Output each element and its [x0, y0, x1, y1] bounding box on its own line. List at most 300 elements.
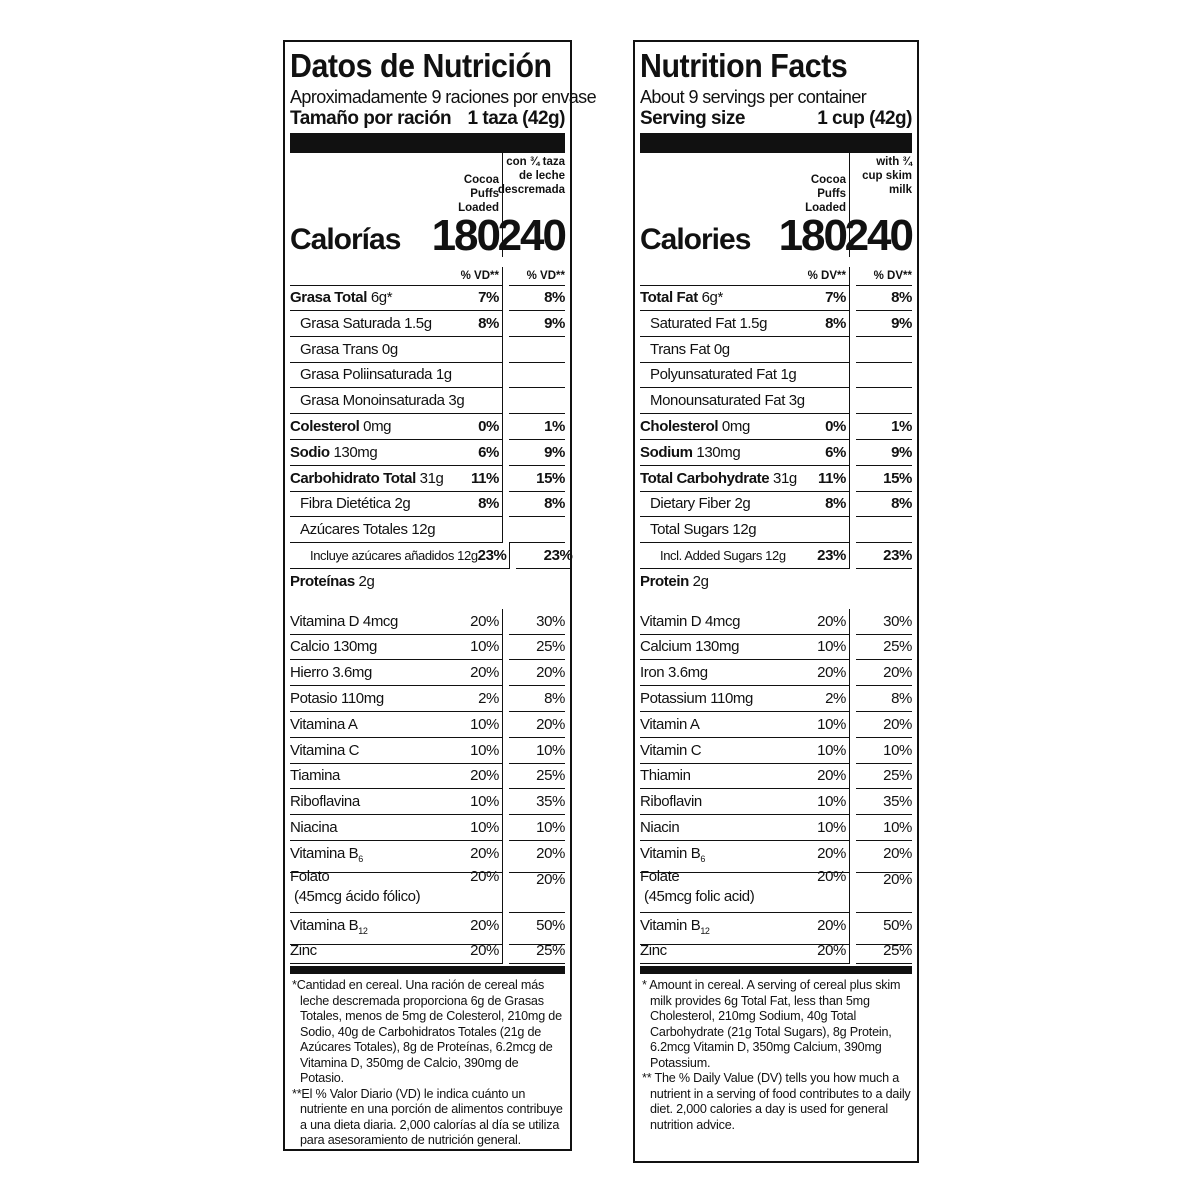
nutrient-name-text: Incluye azúcares añadidos — [310, 547, 454, 563]
vitamin-dv-with-milk: 20% — [856, 712, 912, 738]
column-header-line: Cocoa — [463, 174, 499, 186]
nutrient-row — [640, 543, 912, 569]
nutrient-name — [640, 517, 756, 542]
vitamin-dv-cereal: 10% — [817, 793, 846, 811]
nutrient-label-cell — [290, 517, 503, 543]
vitamin-name-line — [290, 819, 337, 836]
vitamin-name-text: Vitamin B — [640, 916, 701, 934]
vitamin-label-cell — [290, 867, 503, 913]
nutrient-name — [640, 466, 797, 491]
column-header-line: Cocoa — [810, 174, 846, 186]
nutrient-row — [640, 466, 912, 492]
footnote-daily-value: ** The % Daily Value (DV) tells you how much a nutrient in a serving of food contributes to a daily diet. 2,000 calories a day is used for general nutrition advice. — [642, 1071, 911, 1132]
vitamin-dv-with-milk: 30% — [856, 609, 912, 635]
calories-with-milk-value: 240 — [497, 211, 565, 260]
nutrient-row — [290, 414, 565, 440]
nutrient-name — [640, 337, 730, 362]
nutrient-name-text: Trans Fat — [650, 340, 711, 358]
vitamin-dv-cereal: 10% — [470, 793, 499, 811]
nutrient-name — [290, 311, 432, 336]
nutrient-label-cell — [640, 362, 850, 388]
vitamin-name-text: Vitamin D — [640, 612, 702, 630]
vitamin-name-text: Vitamina B — [290, 844, 359, 862]
vitamin-name-text: Vitamina D — [290, 612, 360, 630]
calories-cereal-value: 180 — [778, 211, 846, 260]
serving-size-value: 1 cup (42g) — [817, 108, 912, 129]
vitamin-name-text: Calcio — [290, 638, 330, 656]
nutrient-dv-with-milk — [509, 337, 565, 363]
nutrient-row — [290, 466, 565, 492]
nutrient-row — [640, 569, 912, 595]
nutrient-row — [290, 440, 565, 466]
nutrient-name-text: Azúcares Totales — [300, 521, 408, 539]
vitamin-dv-with-milk: 20% — [856, 660, 912, 686]
vitamin-label-cell — [290, 609, 503, 635]
vitamin-dv-cereal: 20% — [470, 612, 499, 630]
medium-divider — [290, 966, 565, 974]
vitamin-dv-with-milk: 50% — [856, 913, 912, 945]
nutrient-name-text: Fibra Dietética — [300, 495, 391, 513]
nutrient-label-cell — [640, 414, 850, 440]
nutrient-name — [290, 388, 464, 413]
nutrient-name — [290, 466, 443, 491]
vitamin-name-line — [290, 742, 359, 759]
vitamin-label-cell — [640, 634, 850, 660]
nutrient-name-text: Protein — [640, 572, 689, 590]
vitamin-label-cell — [290, 660, 503, 686]
vitamin-name — [640, 938, 667, 963]
nutrient-name-text: Grasa Total — [290, 289, 368, 306]
vitamin-dv-cereal: 20% — [470, 867, 499, 885]
nutrient-dv-with-milk — [509, 569, 565, 595]
nutrient-amount: 12g — [411, 521, 436, 539]
vitamin-amount: 4mcg — [704, 612, 741, 630]
vitamin-row — [290, 789, 565, 815]
vitamin-dv-with-milk: 20% — [856, 867, 912, 913]
vitamin-amount: 110mg — [341, 689, 384, 707]
vitamin-dv-with-milk: 50% — [509, 913, 565, 945]
vitamin-name — [290, 815, 337, 840]
vitamin-dv-with-milk: 35% — [509, 789, 565, 815]
nutrient-dv-cereal: 11% — [818, 469, 846, 487]
vitamin-name-line — [290, 664, 372, 681]
nutrient-name — [290, 543, 478, 568]
vitamin-label-cell — [640, 686, 850, 712]
calories-main — [640, 153, 850, 260]
vitamin-name-text: Vitamin A — [640, 715, 700, 733]
nutrient-label-cell — [290, 337, 503, 363]
vitamin-row — [640, 841, 912, 867]
nutrient-label-cell — [640, 311, 850, 337]
thick-divider — [290, 595, 565, 609]
nutrient-dv-with-milk: 23% — [516, 543, 572, 569]
vitamin-name-text: Vitamina A — [290, 715, 358, 733]
vitamin-row — [290, 938, 565, 964]
nutrient-name-text: Grasa Trans — [300, 340, 379, 358]
nutrient-row — [290, 517, 565, 543]
vitamin-name-line — [290, 613, 398, 630]
vitamin-dv-cereal: 20% — [470, 767, 499, 785]
nutrient-dv-with-milk: 15% — [509, 466, 565, 492]
vitamin-name-text: Calcium — [640, 638, 692, 656]
vitamin-name-line — [290, 845, 363, 862]
nutrient-name — [290, 337, 398, 362]
vitamin-name-text: Thiamin — [640, 767, 691, 785]
vitamin-name-line — [290, 690, 384, 707]
nutrient-amount: 12g — [732, 521, 757, 539]
nutrient-dv-with-milk: 9% — [856, 440, 912, 466]
nutrient-name-text: Total Carbohydrate — [640, 469, 770, 487]
vitamin-dv-cereal: 20% — [817, 942, 846, 960]
vitamin-name — [640, 660, 708, 685]
column-header-line: con ¾ taza — [506, 156, 565, 168]
label-title: Nutrition Facts — [640, 47, 848, 84]
vitamin-row — [640, 609, 912, 635]
nutrient-dv-with-milk: 15% — [856, 466, 912, 492]
nutrient-label-cell — [290, 491, 503, 517]
nutrient-row — [290, 362, 565, 388]
nutrition-label-spanish — [283, 40, 596, 1151]
vitamin-name-line — [290, 793, 360, 810]
nutrient-dv-cereal: 11% — [471, 469, 499, 487]
vitamin-name — [640, 763, 691, 788]
nutrient-name-text: Total Sugars — [650, 521, 729, 539]
nutrient-dv-cereal: 8% — [825, 314, 846, 332]
nutrient-amount: 2g — [692, 572, 709, 590]
nutrient-dv-with-milk: 9% — [856, 311, 912, 337]
nutrient-amount: 1.5g — [739, 314, 768, 332]
nutrient-row — [640, 414, 912, 440]
vitamin-dv-with-milk: 20% — [509, 867, 565, 913]
nutrient-amount: 3g — [788, 392, 805, 410]
vitamin-row — [640, 634, 912, 660]
calories-col2 — [844, 153, 912, 260]
nutrient-amount: 1.5g — [404, 314, 432, 332]
nutrient-label-cell — [640, 388, 850, 414]
vitamin-name-line — [640, 767, 691, 784]
nutrient-name-text: Carbohidrato Total — [290, 469, 416, 487]
nutrient-label-cell — [290, 569, 503, 595]
column-header-with-milk — [862, 153, 912, 197]
nutrient-amount: 0g — [713, 340, 730, 358]
vitamin-name — [290, 763, 340, 788]
nutrient-dv-cereal: 8% — [478, 314, 499, 332]
vitamin-label-cell — [640, 938, 850, 964]
vitamin-dv-cereal: 10% — [470, 715, 499, 733]
nutrient-name-text: Grasa Poliinsaturada — [300, 366, 433, 384]
vitamin-name — [640, 867, 754, 912]
vitamin-amount: 3.6mg — [668, 664, 708, 682]
vitamin-dv-with-milk: 20% — [509, 712, 565, 738]
nutrient-name-text: Sodio — [290, 443, 330, 461]
nutrient-label-cell — [290, 440, 503, 466]
vitamin-name-text: Folate — [640, 867, 680, 885]
vitamin-label-cell — [290, 815, 503, 841]
nutrient-amount: 12g — [457, 547, 478, 563]
nutrient-name — [640, 543, 786, 568]
vitamin-dv-cereal: 10% — [470, 818, 499, 836]
footnote-amount-in-cereal: *Cantidad en cereal. Una ración de cereal más leche descremada proporciona 6g de Grasas Totales, menos de 5mg de Colesterol, 210mg de Sodio, 40g de Carbohidratos Totales (21g de Azúcares Totales), 8g de Proteínas, 6.2mcg de Vitamina D, 350mg de Calcio, 390mg de Potasio. — [292, 978, 562, 1086]
vitamin-name — [290, 789, 360, 814]
vitamin-dv-with-milk: 25% — [856, 763, 912, 789]
vitamin-dv-with-milk: 10% — [856, 738, 912, 764]
vitamin-row — [640, 815, 912, 841]
nutrient-dv-with-milk: 23% — [856, 543, 912, 569]
nutrient-name-text: Sodium — [640, 443, 693, 461]
nutrient-amount: 1g — [780, 366, 797, 384]
nutrient-dv-with-milk: 1% — [509, 414, 565, 440]
nutrient-label-cell — [290, 414, 503, 440]
servings-per-container: About 9 servings per container — [640, 87, 867, 107]
column-header-line: Loaded — [458, 202, 499, 214]
vitamin-dv-cereal: 20% — [470, 844, 499, 862]
calories-main — [290, 153, 503, 260]
vitamin-name — [290, 738, 359, 763]
nutrient-dv-with-milk: 9% — [509, 440, 565, 466]
daily-value-header — [640, 267, 912, 285]
vitamin-label-cell — [290, 938, 503, 964]
nutrient-label-cell — [290, 543, 510, 569]
vitamin-dv-with-milk: 8% — [856, 686, 912, 712]
calories-with-milk-value: 240 — [844, 211, 912, 260]
column-header-line: Loaded — [805, 202, 846, 214]
vitamin-dv-with-milk: 25% — [509, 938, 565, 964]
nutrient-name-text: Grasa Saturada — [300, 314, 401, 332]
vitamin-row — [640, 913, 912, 939]
vitamin-name-line — [640, 868, 679, 885]
vitamin-name-text: Riboflavin — [640, 793, 702, 811]
nutrient-name — [290, 569, 374, 595]
serving-size — [290, 108, 565, 130]
daily-value-header — [290, 267, 565, 285]
column-header-line: with ¾ — [876, 156, 912, 168]
vitamin-subscript: 12 — [700, 925, 710, 936]
nutrient-name — [640, 414, 750, 439]
vitamin-label-cell — [640, 660, 850, 686]
vitamin-amount: 130mg — [333, 638, 377, 656]
vitamin-name-text: Vitamina B — [290, 916, 359, 934]
nutrient-row — [640, 440, 912, 466]
nutrient-name-text: Incl. Added Sugars — [660, 547, 762, 563]
nutrient-name-text: Dietary Fiber — [650, 495, 731, 513]
nutrient-dv-cereal: 7% — [478, 289, 499, 306]
column-header-line: Puffs — [817, 188, 846, 200]
nutrient-dv-cereal: 6% — [825, 443, 846, 461]
nutrient-name — [640, 362, 796, 387]
nutrient-label-cell — [640, 491, 850, 517]
vitamin-name — [640, 634, 739, 659]
vitamin-dv-cereal: 10% — [817, 715, 846, 733]
vitamin-name-line — [640, 793, 702, 810]
nutrient-dv-cereal: 0% — [478, 417, 499, 435]
nutrient-amount: 1g — [435, 366, 452, 384]
nutrient-row — [290, 569, 565, 595]
nutrient-dv-with-milk — [856, 388, 912, 414]
nutrient-amount: 6g* — [701, 289, 723, 306]
nutrient-dv-cereal: 23% — [817, 546, 846, 564]
vitamin-name — [640, 738, 701, 763]
vitamin-dv-cereal: 10% — [470, 741, 499, 759]
vitamin-dv-with-milk: 25% — [856, 634, 912, 660]
nutrient-label-cell — [640, 466, 850, 492]
vitamin-label-cell — [640, 815, 850, 841]
nutrient-row — [640, 491, 912, 517]
vitamin-name-text: Zinc — [640, 942, 667, 960]
nutrient-amount: 3g — [448, 392, 465, 410]
dv-header-col1: % VD** — [290, 267, 503, 286]
vitamin-row — [640, 867, 912, 913]
nutrient-dv-with-milk — [856, 362, 912, 388]
nutrition-label-english — [633, 40, 919, 1163]
column-header-line: de leche — [518, 170, 565, 182]
vitamin-row — [640, 712, 912, 738]
footnote-daily-value: **El % Valor Diario (VD) le indica cuánto un nutriente en una porción de alimentos contribuye a una dieta diaria. 2,000 calorías al día se utiliza para asesoramiento de nutrición general. — [292, 1086, 563, 1148]
medium-divider — [640, 259, 912, 267]
nutrient-name-text: Proteínas — [290, 572, 355, 590]
nutrient-name — [640, 491, 750, 516]
vitamin-name-text: Vitamin B — [640, 844, 701, 862]
vitamin-name — [290, 712, 357, 737]
nutrient-label-cell — [640, 337, 850, 363]
calories-cereal-value: 180 — [431, 211, 499, 260]
nutrient-row — [640, 388, 912, 414]
vitamin-dv-with-milk: 10% — [509, 815, 565, 841]
nutrient-name — [640, 440, 740, 465]
servings-per-container: Aproximadamente 9 raciones por envase — [290, 87, 596, 107]
vitamin-name-text: Iron — [640, 664, 665, 682]
nutrient-label-cell — [640, 569, 850, 595]
serving-size-label: Tamaño por ración — [290, 108, 452, 129]
nutrient-dv-with-milk — [509, 517, 565, 543]
vitamin-name-line — [640, 845, 705, 862]
vitamin-name-text: Vitamina C — [290, 741, 360, 759]
vitamin-label-cell — [290, 712, 503, 738]
vitamin-dv-cereal: 20% — [470, 916, 499, 934]
vitamin-name-line — [290, 638, 377, 655]
medium-divider — [290, 259, 565, 267]
nutrient-name — [290, 517, 435, 542]
vitamin-amount: 110mg — [710, 689, 753, 707]
nutrient-dv-cereal: 23% — [477, 546, 507, 564]
vitamin-row — [290, 712, 565, 738]
nutrient-label-cell — [640, 543, 850, 569]
nutrient-row — [640, 285, 912, 311]
nutrient-name-text: Monounsaturated Fat — [650, 392, 785, 410]
vitamin-name-text: Riboflavina — [290, 793, 360, 811]
label-title: Datos de Nutrición — [290, 47, 552, 84]
vitamin-dv-cereal: 20% — [470, 942, 499, 960]
vitamin-name — [290, 660, 372, 685]
nutrient-row — [290, 543, 573, 569]
vitamin-dv-with-milk: 20% — [509, 841, 565, 873]
nutrient-amount: 2g — [358, 572, 375, 590]
nutrient-name — [290, 440, 377, 465]
vitamin-amount: 130mg — [695, 638, 740, 656]
nutrient-name — [290, 491, 410, 516]
nutrient-row — [640, 311, 912, 337]
serving-size-label: Serving size — [640, 108, 745, 129]
vitamin-name-line2: (45mcg ácido fólico) — [294, 887, 421, 905]
thick-divider — [290, 133, 565, 153]
vitamin-dv-with-milk: 25% — [509, 634, 565, 660]
vitamin-name-line — [640, 917, 710, 934]
vitamin-dv-cereal: 2% — [825, 689, 846, 707]
dv-header-col2: % DV** — [856, 267, 912, 286]
vitamin-name-text: Hierro — [290, 664, 329, 682]
vitamin-name — [640, 609, 740, 634]
nutrient-name — [640, 311, 767, 336]
nutrient-dv-with-milk — [509, 362, 565, 388]
vitamin-dv-with-milk: 20% — [856, 841, 912, 873]
footnotes — [640, 974, 912, 1133]
column-header-line: Puffs — [470, 188, 499, 200]
vitamin-row — [640, 660, 912, 686]
nutrient-label-cell — [640, 517, 850, 543]
vitamin-dv-cereal: 20% — [817, 767, 846, 785]
vitamin-dv-with-milk: 35% — [856, 789, 912, 815]
nutrient-dv-cereal: 6% — [478, 443, 499, 461]
column-header-line: cup skim — [862, 170, 912, 182]
calories-section — [640, 153, 912, 260]
vitamin-row — [290, 660, 565, 686]
vitamin-dv-cereal: 20% — [470, 664, 499, 682]
vitamin-name-text: Potassium — [640, 689, 707, 707]
vitamin-dv-cereal: 10% — [817, 818, 846, 836]
nutrient-name — [290, 362, 452, 387]
nutrient-name — [640, 569, 709, 595]
vitamin-name-text: Tiamina — [290, 767, 340, 785]
vitamin-label-cell — [290, 686, 503, 712]
footnotes — [290, 974, 565, 1149]
vitamin-name-line — [640, 690, 753, 707]
serving-size — [640, 108, 912, 130]
vitamin-label-cell — [640, 867, 850, 913]
vitamin-row — [290, 815, 565, 841]
nutrient-dv-with-milk — [856, 569, 912, 595]
nutrient-row — [290, 337, 565, 363]
vitamin-label-cell — [640, 609, 850, 635]
nutrient-amount: 31g — [419, 469, 444, 487]
nutrient-dv-cereal: 8% — [825, 495, 846, 513]
nutrient-dv-cereal: 8% — [478, 495, 499, 513]
vitamin-name-line2: (45mcg folic acid) — [644, 887, 755, 905]
nutrient-row — [640, 362, 912, 388]
nutrient-amount: 6g* — [370, 289, 393, 306]
medium-divider — [640, 966, 912, 974]
calories-col2 — [497, 153, 565, 260]
vitamin-name — [640, 789, 702, 814]
vitamin-row — [290, 841, 565, 867]
vitamin-label-cell — [640, 712, 850, 738]
nutrient-amount: 0mg — [721, 417, 750, 435]
nutrient-label-cell — [640, 285, 850, 311]
footnote-amount-in-cereal: * Amount in cereal. A serving of cereal plus skim milk provides 6g Total Fat, less than 5mg Cholesterol, 210mg Sodium, 40g Total Carbohydrate (21g Total Sugars), 8g Protein, 6.2mcg Vitamin D, 350mg Calcium, 390mg Potassium. — [642, 978, 901, 1070]
nutrient-dv-with-milk: 8% — [856, 491, 912, 517]
vitamin-dv-cereal: 20% — [817, 867, 846, 885]
nutrient-amount: 2g — [394, 495, 411, 513]
vitamin-subscript: 12 — [358, 925, 368, 936]
vitamin-dv-cereal: 2% — [478, 689, 499, 707]
vitamin-amount: 3.6mg — [332, 664, 372, 682]
nutrient-amount: 130mg — [333, 443, 378, 461]
vitamin-name — [640, 686, 753, 711]
nutrient-name — [640, 388, 805, 413]
vitamin-dv-cereal: 10% — [470, 638, 499, 656]
thick-divider — [640, 595, 912, 609]
vitamin-name-line — [640, 716, 700, 733]
nutrient-name-text: Cholesterol — [640, 417, 719, 435]
column-header-with-milk — [498, 153, 565, 197]
